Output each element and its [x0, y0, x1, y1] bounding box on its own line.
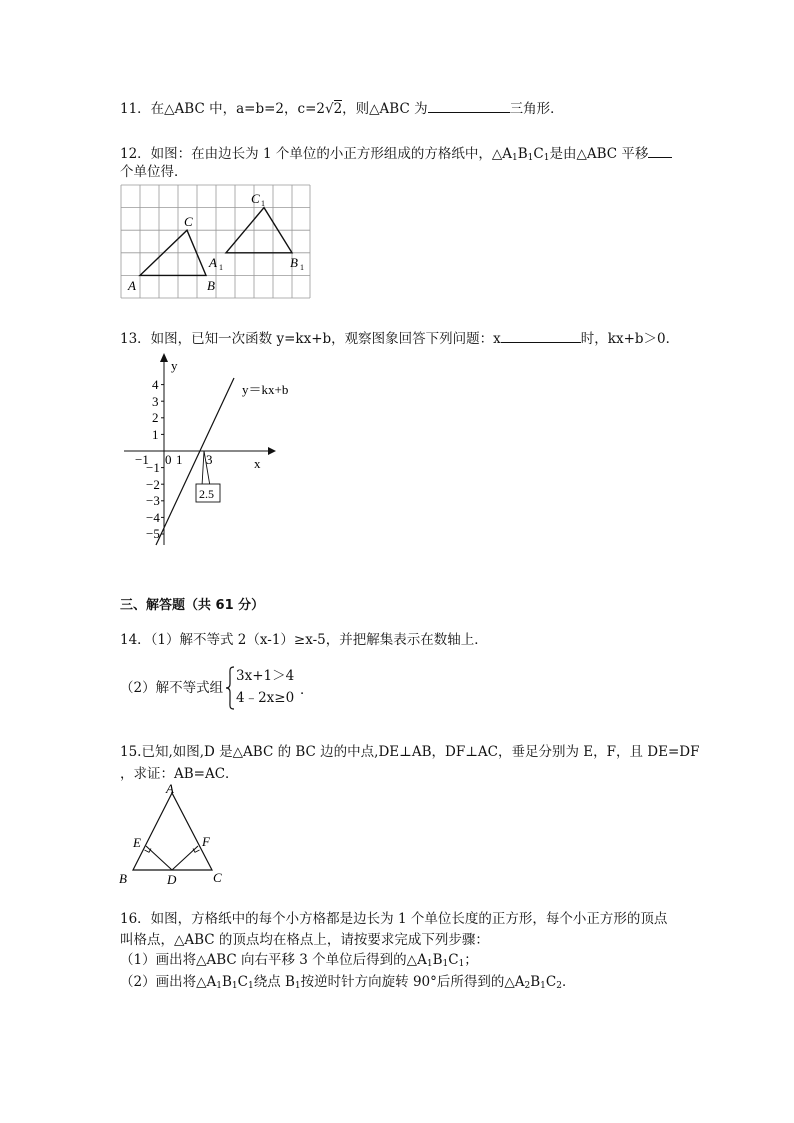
- sub: 2: [556, 981, 562, 991]
- sub: 1: [527, 153, 534, 163]
- step1-b: B: [432, 952, 443, 968]
- segment-df: [172, 846, 198, 870]
- label-b: B: [119, 871, 127, 886]
- y-tick-4: 4: [152, 377, 159, 392]
- segment-de: [146, 846, 172, 870]
- sub: 1: [426, 959, 433, 969]
- q13-text-a: 13．如图，已知一次函数 y=kx+b，观察图象回答下列问题：x: [120, 331, 501, 347]
- question-11: [120, 98, 564, 118]
- label-b1-sub: 1: [300, 263, 304, 272]
- sub: 1: [247, 981, 254, 991]
- label-c1: C: [251, 191, 260, 206]
- label-b: B: [207, 278, 215, 293]
- line-label: y＝kx+b: [242, 382, 289, 397]
- label-a: A: [128, 278, 136, 293]
- y-tick-2: 2: [152, 410, 159, 425]
- q12-line2: 个单位得．: [120, 164, 188, 180]
- q13-graph-figure: [118, 350, 318, 550]
- q14-part2-label: （2）解不等式组: [120, 680, 224, 696]
- question-16-line1: 16．如图，方格纸中的每个小方格都是边长为 1 个单位长度的正方形，每个小正方形的顶点: [120, 911, 668, 927]
- x-tick-neg1: −1: [135, 452, 149, 467]
- step2-h: ．: [561, 974, 576, 990]
- grid-lines: [121, 185, 310, 298]
- q12-answer-blank[interactable]: [648, 143, 672, 158]
- y-tick-3: 3: [152, 394, 159, 409]
- label-a1: A: [209, 255, 217, 270]
- y-tick-neg2: −2: [146, 477, 160, 492]
- step2-e: 按逆时针方向旋转 90°后所得到的△A: [300, 974, 525, 990]
- step1-c: C: [448, 952, 459, 968]
- label-b1: B: [290, 255, 298, 270]
- step2-c: C: [237, 974, 248, 990]
- q12-text: 12．如图：在由边长为 1 个单位的小正方形组成的方格纸中，△A: [120, 146, 512, 162]
- y-tick-neg1: −1: [146, 460, 160, 475]
- q12-d: 是由△ABC 平移: [549, 146, 649, 162]
- question-16-step1: [120, 951, 478, 973]
- x-axis-label: x: [254, 456, 261, 471]
- step2-b: B: [221, 974, 232, 990]
- y-axis-label: y: [171, 358, 178, 373]
- label-e: E: [133, 835, 141, 850]
- sub: 1: [294, 981, 301, 991]
- question-13: [120, 328, 679, 348]
- q11-answer-blank[interactable]: [428, 98, 510, 113]
- q11-text-c: 三角形．: [509, 101, 564, 117]
- step2-f: B: [530, 974, 541, 990]
- step2-g: C: [545, 974, 557, 990]
- question-16-line2: 叫格点，△ABC 的顶点均在格点上，请按要求完成下列步骤：: [120, 932, 489, 948]
- q12-grid-figure: [120, 184, 312, 300]
- q11-text-a: 11．在△ABC 中，a=b=2，c=2: [120, 101, 325, 117]
- y-tick-neg5: −5: [146, 526, 160, 541]
- label-d: D: [167, 872, 177, 887]
- sub: 1: [543, 153, 550, 163]
- q15-triangle-figure: [116, 784, 228, 888]
- x-tick-1: 1: [176, 452, 183, 467]
- question-15-line1: 15.已知,如图,D 是△ABC 的 BC 边的中点,DE⊥AB，DF⊥AC，垂足分别为 E，F，且 DE=DF: [120, 744, 700, 760]
- step2-d: 绕点 B: [253, 974, 295, 990]
- sub: 1: [442, 959, 449, 969]
- label-c: C: [213, 870, 222, 885]
- question-12-line2: [120, 163, 188, 181]
- y-axis-arrow: [160, 353, 168, 362]
- label-c1-sub: 1: [261, 199, 265, 208]
- q11-text-b: ，则△ABC 为: [342, 101, 428, 117]
- sub: 1: [458, 959, 465, 969]
- step1-a: （1）画出将△ABC 向右平移 3 个单位后得到的△A: [120, 952, 427, 968]
- q12-c: C: [533, 146, 544, 162]
- q14-inequality-1: 3x+1＞4: [236, 668, 295, 684]
- question-14-part1: 14．（1）解不等式 2（x-1）≥x-5，并把解集表示在数轴上．: [120, 632, 488, 648]
- step1-d: ；: [464, 952, 478, 968]
- question-15-line2: ，求证：AB=AC．: [120, 766, 239, 782]
- q13-answer-blank[interactable]: [501, 328, 581, 343]
- label-c: C: [184, 214, 193, 229]
- q14-end: ．: [300, 682, 314, 698]
- sqrt-sign: √2: [324, 101, 343, 117]
- x-tick-3: 3: [206, 452, 213, 467]
- x-axis-arrow: [268, 447, 276, 455]
- question-16-step2: [120, 973, 575, 995]
- q13-text-b: 时，kx+b＞0．: [580, 331, 680, 347]
- q11-radicand: 2: [333, 101, 343, 117]
- sub: 1: [540, 981, 546, 991]
- section-3-title: 三、解答题（共 61 分）: [120, 598, 265, 613]
- triangle-abc: [133, 793, 212, 870]
- label-a1-sub: 1: [219, 263, 223, 272]
- sub: 2: [524, 981, 531, 991]
- label-a: A: [166, 784, 174, 796]
- y-tick-neg4: −4: [146, 510, 160, 525]
- q12-b: B: [517, 146, 528, 162]
- y-tick-neg3: −3: [146, 493, 160, 508]
- callout-value: 2.5: [199, 487, 214, 501]
- brace-icon: [225, 666, 235, 710]
- sub: 1: [231, 981, 238, 991]
- sub: 1: [216, 981, 222, 991]
- q14-inequality-2: 4﹣2x≥0: [236, 690, 295, 706]
- step2-a: （2）画出将△A: [120, 974, 217, 990]
- y-tick-1: 1: [152, 427, 159, 442]
- question-12-line1: [120, 143, 672, 167]
- sub: 1: [511, 153, 518, 163]
- x-tick-0: 0: [165, 452, 172, 467]
- label-f: F: [202, 834, 210, 849]
